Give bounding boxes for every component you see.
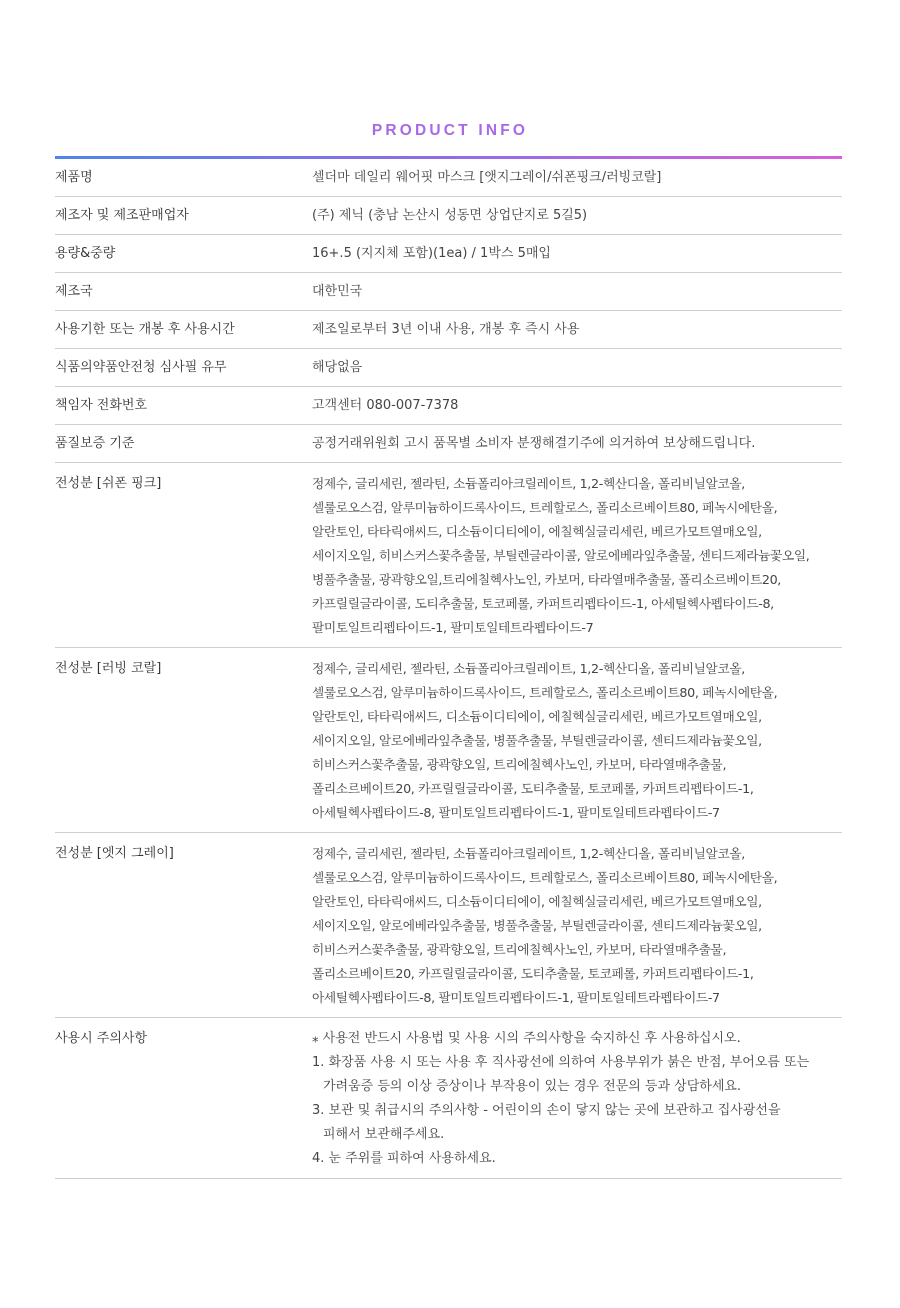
ingredient-line: 히비스커스꽃추출물, 광곽향오일, 트리에칠헥사노인, 카보머, 타라열매추출물, (312, 942, 727, 957)
row-label: 제품명 (55, 170, 93, 185)
row-value: 해당없음 (312, 360, 363, 375)
ingredient-line: 정제수, 글리세린, 젤라틴, 소듐폴리아크릴레이트, 1,2-헥산디올, 폴리비닐알코올, (312, 661, 745, 676)
product-info-table (55, 159, 842, 1179)
ingredients-list (312, 472, 842, 640)
info-row-ingredients-edge-gray (55, 833, 842, 1018)
row-label: 전성분 [쉬폰 핑크] (55, 476, 162, 491)
caution-line: 피해서 보관해주세요. (323, 1127, 445, 1142)
ingredient-line: 세이지오일, 알로에베라잎추출물, 병풀추출물, 부틸렌글라이콜, 센티드제라늄꽃오일, (312, 918, 762, 933)
ingredient-line: 알란토인, 타타릭애씨드, 디소듐이디티에이, 에칠헥실글리세린, 베르가모트열매오일, (312, 709, 762, 724)
caution-line: 4. 눈 주위를 피하여 사용하세요. (312, 1151, 496, 1166)
ingredient-line: 히비스커스꽃추출물, 광곽향오일, 트리에칠헥사노인, 카보머, 타라열매추출물, (312, 757, 727, 772)
ingredient-line: 알란토인, 타타릭애씨드, 디소듐이디티에이, 에칠헥실글리세린, 베르가모트열매오일, (312, 894, 762, 909)
info-row-mfds-review (55, 349, 842, 387)
ingredient-line: 아세틸헥사펩타이드-8, 팔미토일트리펩타이드-1, 팔미토일테트라펩타이드-7 (312, 990, 720, 1005)
caution-line: 3. 보관 및 취급시의 주의사항 - 어린이의 손이 닿지 않는 곳에 보관하고 집사광선을 (312, 1103, 781, 1118)
caution-line: 가려움증 등의 이상 증상이나 부작용이 있는 경우 전문의 등과 상담하세요. (323, 1079, 742, 1094)
ingredient-line: 정제수, 글리세린, 젤라틴, 소듐폴리아크릴레이트, 1,2-헥산디올, 폴리비닐알코올, (312, 846, 745, 861)
info-row-phone (55, 387, 842, 425)
ingredient-line: 아세틸헥사펩타이드-8, 팔미토일트리펩타이드-1, 팔미토일테트라펩타이드-7 (312, 805, 720, 820)
ingredient-line: 폴리소르베이트20, 카프릴릴글라이콜, 도티추출물, 토코페롤, 카퍼트리펩타이드-1, (312, 966, 754, 981)
row-label: 제조국 (55, 284, 93, 299)
row-value: 제조일로부터 3년 이내 사용, 개봉 후 즉시 사용 (312, 322, 580, 337)
info-row-ingredients-loving-coral (55, 648, 842, 833)
ingredients-list (312, 657, 842, 825)
ingredient-line: 셀룰로오스검, 알루미늄하이드록사이드, 트레할로스, 폴리소르베이트80, 페녹시에탄올, (312, 500, 778, 515)
row-label: 제조자 및 제조판매업자 (55, 208, 189, 223)
info-row-product-name (55, 159, 842, 197)
ingredient-line: 폴리소르베이트20, 카프릴릴글라이콜, 도티추출물, 토코페롤, 카퍼트리펩타이드-1, (312, 781, 754, 796)
row-label: 사용시 주의사항 (55, 1031, 148, 1046)
row-value: 공정거래위원회 고시 품목별 소비자 분쟁해결기주에 의거하여 보상해드립니다. (312, 436, 756, 451)
row-label: 전성분 [러빙 코랄] (55, 661, 162, 676)
ingredient-line: 세이지오일, 히비스커스꽃추출물, 부틸렌글라이콜, 알로에베라잎추출물, 센티드제라늄꽃오일, (312, 548, 810, 563)
row-value: 대한민국 (312, 284, 363, 299)
ingredient-line: 정제수, 글리세린, 젤라틴, 소듐폴리아크릴레이트, 1,2-헥산디올, 폴리비닐알코올, (312, 476, 745, 491)
row-value: 고객센터 080-007-7378 (312, 398, 459, 413)
info-row-quality-standard (55, 425, 842, 463)
row-value: (주) 제닉 (충남 논산시 성동면 상업단지로 5길5) (312, 208, 588, 223)
section-title: PRODUCT INFO (371, 122, 529, 139)
row-value: 16+.5 (지지체 포함)(1ea) / 1박스 5매입 (312, 246, 551, 261)
info-row-manufacturer (55, 197, 842, 235)
info-row-expiry (55, 311, 842, 349)
info-row-volume (55, 235, 842, 273)
row-label: 사용기한 또는 개봉 후 사용시간 (55, 322, 235, 337)
ingredients-list (312, 842, 842, 1010)
info-row-caution (55, 1018, 842, 1179)
ingredient-line: 카프릴릴글라이콜, 도티추출물, 토코페롤, 카퍼트리펩타이드-1, 아세틸헥사펩타이드-8, (312, 596, 774, 611)
row-label: 전성분 [엣지 그레이] (55, 846, 174, 861)
row-value: 셀더마 데일리 웨어핏 마스크 [앳지그레이/쉬폰핑크/러빙코랄] (312, 170, 662, 185)
info-row-country (55, 273, 842, 311)
ingredient-line: 팔미토일트리펩타이드-1, 팔미토일테트라펩타이드-7 (312, 620, 594, 635)
ingredient-line: 셀룰로오스검, 알루미늄하이드록사이드, 트레할로스, 폴리소르베이트80, 페녹시에탄올, (312, 870, 778, 885)
ingredient-line: 알란토인, 타타릭애씨드, 디소듐이디티에이, 에칠헥실글리세린, 베르가모트열매오일, (312, 524, 762, 539)
caution-line: ⁎ 사용전 반드시 사용법 및 사용 시의 주의사항을 숙지하신 후 사용하십시오. (312, 1031, 741, 1046)
row-label: 책임자 전화번호 (55, 398, 148, 413)
ingredient-line: 셀룰로오스검, 알루미늄하이드록사이드, 트레할로스, 폴리소르베이트80, 페녹시에탄올, (312, 685, 778, 700)
caution-line: 1. 화장품 사용 시 또는 사용 후 직사광선에 의하여 사용부위가 붉은 반점, 부어오름 또는 (312, 1055, 810, 1070)
info-row-ingredients-chiffon-pink (55, 463, 842, 648)
row-label: 식품의약품안전청 심사필 유무 (55, 360, 227, 375)
ingredient-line: 병풀추출물, 광곽향오일,트리에칠헥사노인, 카보머, 타라열매추출물, 폴리소르베이트20, (312, 572, 781, 587)
row-label: 품질보증 기준 (55, 436, 135, 451)
caution-list (312, 1027, 842, 1171)
row-label: 용량&중량 (55, 246, 116, 261)
ingredient-line: 세이지오일, 알로에베라잎추출물, 병풀추출물, 부틸렌글라이콜, 센티드제라늄꽃오일, (312, 733, 762, 748)
